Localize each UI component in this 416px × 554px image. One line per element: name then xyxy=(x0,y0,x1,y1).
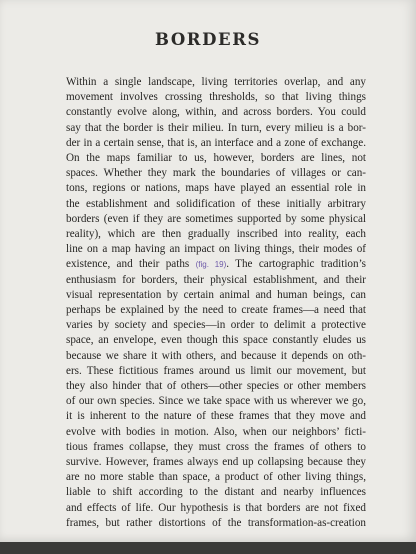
line-text: constantly evolve along, within, and across borders. You could xyxy=(66,106,366,119)
text-line xyxy=(66,379,366,394)
text-line xyxy=(66,470,366,485)
text-line xyxy=(66,409,366,424)
line-text: borders (even if they are sometimes supported by some physical xyxy=(66,212,366,225)
line-text: they also hinder that of others—other species or other members xyxy=(66,380,366,393)
line-text: enthusiasm for borders, their physical establishment, and their xyxy=(66,273,366,286)
line-text: say that the border is their milieu. In turn, every milieu is a bor- xyxy=(66,121,366,134)
text-line xyxy=(66,105,366,120)
text-line xyxy=(66,151,366,166)
text-line xyxy=(66,394,366,409)
text-line xyxy=(66,136,366,151)
text-line xyxy=(66,90,366,105)
line-text: because we share it with others, and because it depends on oth- xyxy=(66,349,366,362)
text-line xyxy=(66,349,366,364)
text-line xyxy=(66,121,366,136)
line-text: reality), which are then gradually inscribed into reality, each xyxy=(66,228,366,241)
line-text: ers. These fictitious frames around us limit our movement, but xyxy=(66,364,366,377)
line-text: evolve with bodies in motion. Also, when our neighbors’ ficti- xyxy=(66,425,366,438)
text-line xyxy=(66,257,366,272)
line-text: perhaps be explained by the need to create frames—a need that xyxy=(66,304,366,317)
text-line xyxy=(66,333,366,348)
line-text: space, an envelope, even though this space constantly eludes us xyxy=(66,334,366,347)
text-line xyxy=(66,425,366,440)
line-text: visual representation by certain animal and human beings, can xyxy=(66,288,366,301)
line-text: movement involves crossing thresholds, so that living things xyxy=(66,91,366,104)
text-line xyxy=(66,197,366,212)
line-text: liable to shift according to the distant and nearby influences xyxy=(66,486,366,499)
text-line xyxy=(66,318,366,333)
line-text: and effects of life. Our hypothesis is that borders are not fixed xyxy=(66,501,366,514)
line-text: survive. However, frames always end up collapsing because they xyxy=(66,456,366,469)
line-text: are no more stable than space, a product of other living things, xyxy=(66,471,366,484)
text-line xyxy=(66,364,366,379)
text-line xyxy=(66,501,366,516)
figure-reference-link[interactable]: (fig. 19) xyxy=(195,260,227,270)
line-text: line on a map having an impact on living things, their modes of xyxy=(66,243,366,256)
line-text: existence, and their paths xyxy=(66,258,190,271)
line-text-continued: . The cartographic tradition’s xyxy=(226,258,367,271)
line-text: the establishment and solidification of these initially arbitrary xyxy=(66,197,366,210)
line-text: tons, regions or nations, maps have played an essential role in xyxy=(66,182,366,195)
line-text: On the maps familiar to us, however, borders are lines, not xyxy=(66,152,366,165)
text-line xyxy=(66,227,366,242)
text-line xyxy=(66,455,366,470)
line-text: of our own species. Since we take space with us wherever we go, xyxy=(66,395,366,408)
text-line xyxy=(66,440,366,455)
text-line xyxy=(66,273,366,288)
line-text: tious frames collapse, they must cross the frames of others to xyxy=(66,440,366,453)
line-text: Within a single landscape, living territories overlap, and any xyxy=(66,76,366,88)
text-line xyxy=(66,166,366,181)
line-text: spaces. Whether they mark the boundaries of villages or can- xyxy=(66,167,366,180)
line-text: it is inherent to the nature of these frames that they move and xyxy=(66,410,366,423)
line-text: frames, but rather distortions of the transformation-as-creation xyxy=(66,516,366,529)
line-text: varies by society and species—in order to delimit a protective xyxy=(66,319,366,332)
text-line xyxy=(66,242,366,257)
text-line xyxy=(66,288,366,303)
text-line xyxy=(66,303,366,318)
line-text: der in a certain sense, that is, an interface and a zone of exchange. xyxy=(66,136,366,149)
chapter-title: BORDERS xyxy=(154,30,262,49)
text-line xyxy=(66,485,366,500)
text-line xyxy=(66,212,366,227)
text-line xyxy=(66,75,366,90)
text-line xyxy=(66,181,366,196)
body-text xyxy=(66,75,366,531)
text-line xyxy=(66,516,366,531)
